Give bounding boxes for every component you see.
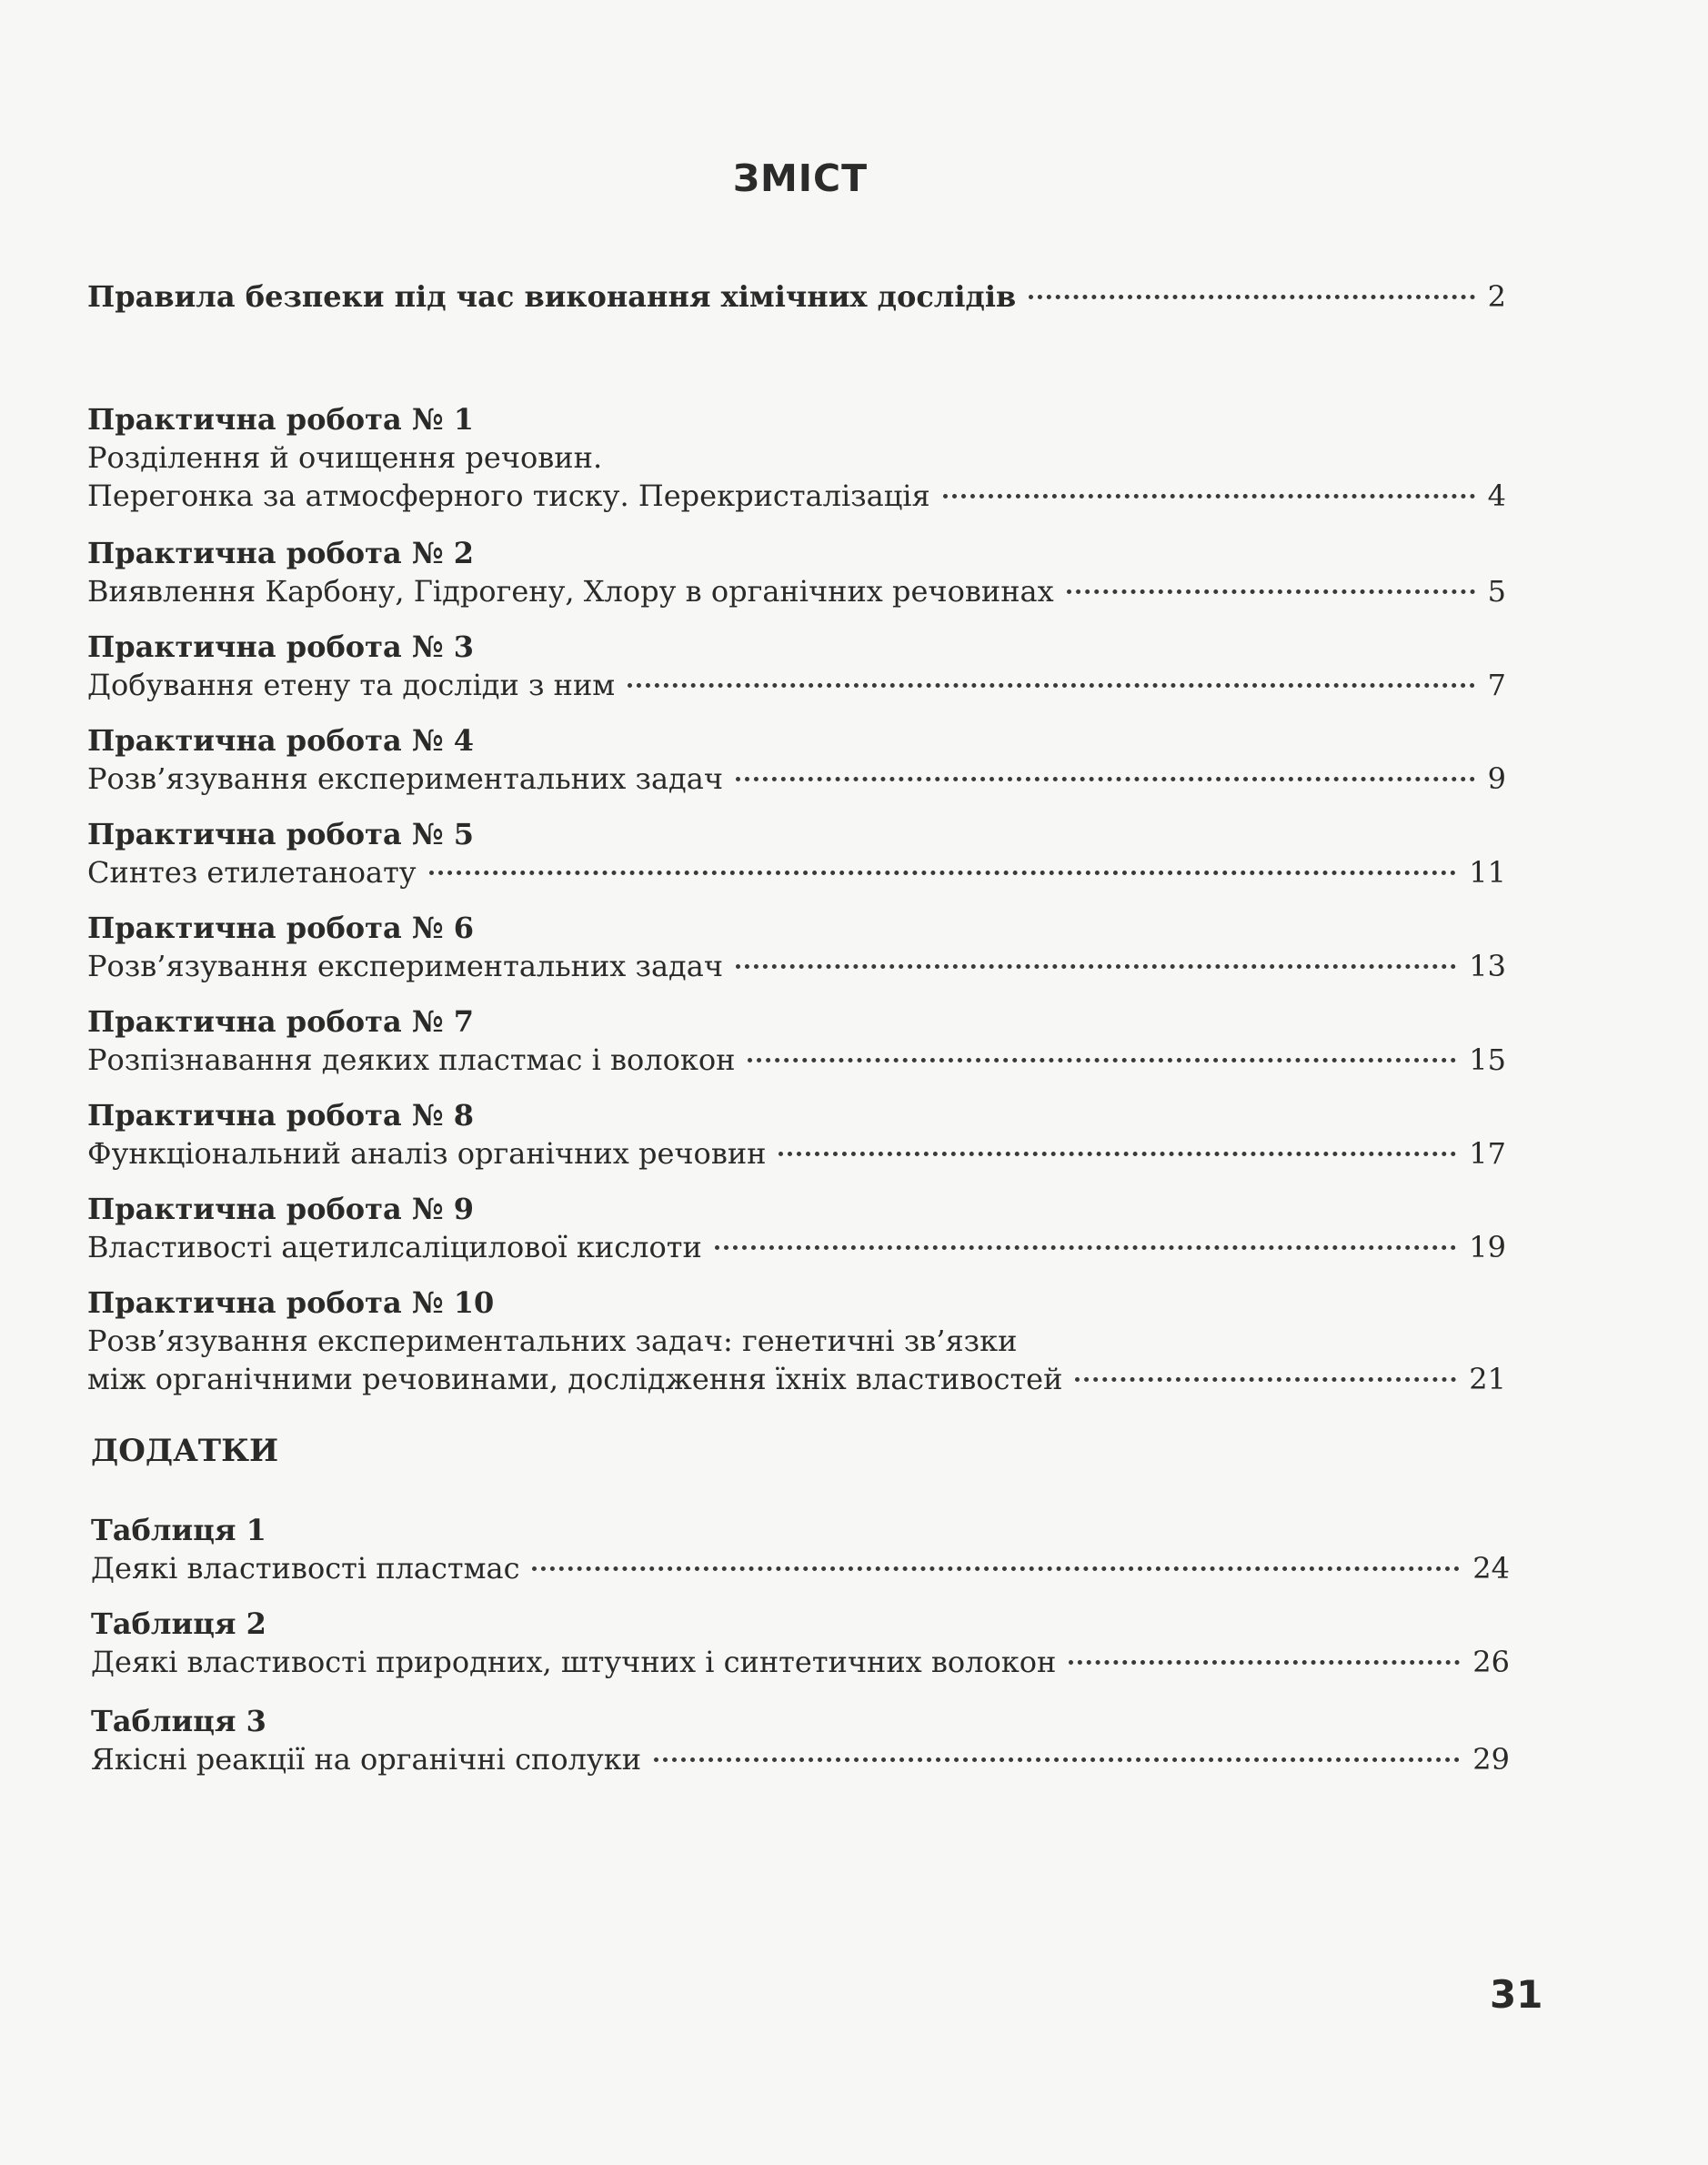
toc-entry-heading: Практична робота № 8: [87, 1098, 475, 1133]
toc-entry-work-1: [87, 400, 1506, 515]
toc-page-number: 24: [1472, 1551, 1510, 1586]
toc-entry-heading: Практична робота № 4: [87, 723, 475, 758]
dot-leader: [736, 964, 1456, 969]
toc-page-number: 19: [1469, 1230, 1506, 1264]
toc-entry-work-3: [87, 628, 1506, 704]
toc-entry-line: Деякі властивості пластмас: [91, 1551, 520, 1586]
dot-leader: [654, 1757, 1460, 1762]
dot-leader: [748, 1058, 1456, 1062]
dot-leader: [628, 683, 1474, 688]
toc-page-number: 13: [1469, 949, 1506, 983]
toc-entry-heading: Таблиця 1: [91, 1513, 266, 1547]
toc-entry-line: Добування етену та досліди з ним: [87, 668, 616, 702]
toc-page-number: 17: [1469, 1136, 1506, 1171]
dot-leader: [1069, 1660, 1460, 1665]
toc-entry-work-9: [87, 1190, 1506, 1266]
toc-page-number: 4: [1487, 478, 1506, 513]
dot-leader: [943, 494, 1475, 498]
toc-entry-line: Розпізнавання деяких пластмас і волокон: [87, 1042, 736, 1077]
toc-page-number: 26: [1472, 1645, 1510, 1679]
toc-entry-work-10: [87, 1284, 1506, 1398]
toc-entry-heading: Практична робота № 2: [87, 536, 475, 570]
toc-entry-line: між органічними речовинами, дослідження їхніх властивостей: [87, 1362, 1063, 1396]
toc-entry-work-2: [87, 534, 1506, 610]
toc-entry-work-5: [87, 815, 1506, 891]
toc-entry-heading: Практична робота № 7: [87, 1004, 475, 1039]
dot-leader: [736, 777, 1475, 781]
toc-entry-heading: Практична робота № 1: [87, 402, 475, 437]
toc-entry-table-2: [91, 1605, 1510, 1681]
toc-entry-line: Розв’язування експериментальних задач: генетичні зв’язки: [87, 1324, 1018, 1358]
dot-leader: [1029, 295, 1474, 299]
toc-entry-line: Перегонка за атмосферного тиску. Перекристалізація: [87, 478, 930, 513]
dot-leader: [1067, 589, 1475, 594]
toc-entry-heading: Практична робота № 5: [87, 817, 475, 851]
toc-page-number: 11: [1469, 855, 1506, 890]
toc-page-number: 29: [1472, 1742, 1510, 1777]
toc-page-number: 9: [1487, 761, 1506, 796]
toc-entry-line: Виявлення Карбону, Гідрогену, Хлору в органічних речовинах: [87, 574, 1054, 609]
toc-page-number: 15: [1469, 1042, 1506, 1077]
toc-entry-work-4: [87, 721, 1506, 798]
toc-entry-heading: Таблиця 3: [91, 1704, 266, 1738]
toc-entry-line: Синтез етилетаноату: [87, 855, 417, 890]
toc-entry-line: Розв’язування експериментальних задач: [87, 761, 723, 796]
appendix-title: ДОДАТКИ: [91, 1433, 279, 1469]
toc-page-number: 7: [1487, 668, 1506, 702]
toc-page-number: 21: [1469, 1362, 1506, 1396]
toc-entry-heading: Таблиця 2: [91, 1606, 266, 1641]
dot-leader: [429, 871, 1457, 875]
toc-entry-line: Функціональний аналіз органічних речовин: [87, 1136, 767, 1171]
toc-entry-line: Розв’язування експериментальних задач: [87, 949, 723, 983]
toc-entry-work-8: [87, 1096, 1506, 1173]
toc-entry-heading: Практична робота № 10: [87, 1285, 495, 1320]
toc-entry-line: Розділення й очищення речовин.: [87, 440, 603, 475]
toc-entry-work-7: [87, 1002, 1506, 1079]
dot-leader: [715, 1245, 1457, 1250]
toc-page-number: 5: [1487, 574, 1506, 609]
page-number: 31: [1490, 1972, 1543, 2017]
page-title: ЗМІСТ: [732, 156, 869, 200]
toc-entry-line: Якісні реакції на органічні сполуки: [91, 1742, 642, 1777]
toc-entry-line: Деякі властивості природних, штучних і синтетичних волокон: [91, 1645, 1057, 1679]
toc-entry-line: Властивості ацетилсаліцилової кислоти: [87, 1230, 702, 1264]
toc-entry-work-6: [87, 909, 1506, 985]
toc-page-number: 2: [1487, 279, 1506, 314]
toc-entry-heading: Практична робота № 6: [87, 911, 475, 945]
dot-leader: [1075, 1377, 1456, 1382]
toc-entry-heading: Практична робота № 3: [87, 629, 475, 664]
toc-entry-table-3: [91, 1702, 1510, 1778]
toc-entry-table-1: [91, 1511, 1510, 1587]
dot-leader: [532, 1566, 1460, 1571]
toc-entry-text: Правила безпеки під час виконання хімічних дослідів: [87, 279, 1017, 314]
toc-entry-safety: [87, 277, 1506, 316]
dot-leader: [779, 1152, 1456, 1156]
toc-entry-heading: Практична робота № 9: [87, 1192, 475, 1226]
